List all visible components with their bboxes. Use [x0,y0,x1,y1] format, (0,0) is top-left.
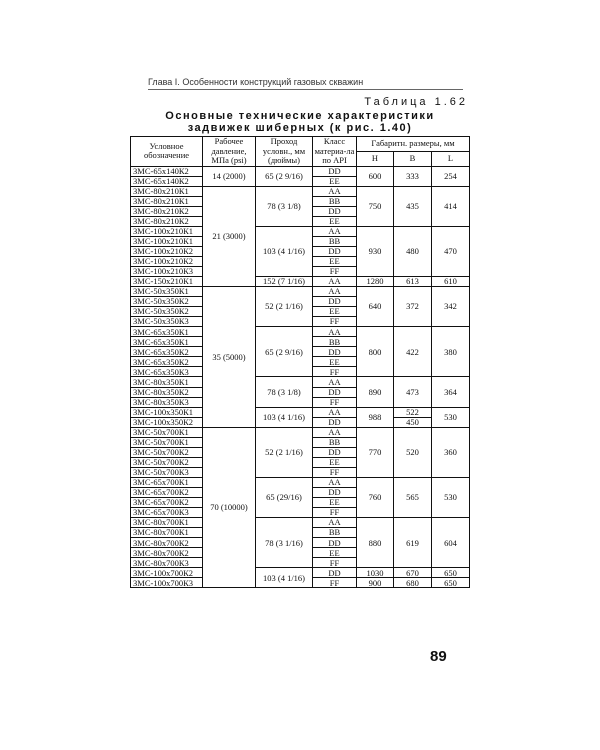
designation-cell: ЗМС-65х350К2 [131,347,203,357]
table-number: Таблица 1.62 [364,96,468,108]
designation-cell: ЗМС-65х350К1 [131,337,203,347]
designation-cell: ЗМС-100х210К2 [131,246,203,256]
dim-b-cell: 435 [394,186,432,226]
col-header-bore: Проход условн., мм (дюймы) [256,137,313,167]
dim-l-cell: 610 [432,277,470,287]
pressure-cell: 35 (5000) [203,287,256,428]
designation-cell: ЗМС-50х700К3 [131,467,203,477]
designation-cell: ЗМС-100х700К2 [131,568,203,578]
bore-cell: 65 (29/16) [256,477,313,517]
class-cell: EE [313,498,357,508]
class-cell: FF [313,467,357,477]
dim-b-cell: 422 [394,327,432,377]
class-cell: EE [313,216,357,226]
class-cell: AA [313,407,357,417]
designation-cell: ЗМС-65х700К2 [131,498,203,508]
designation-cell: ЗМС-80х210К2 [131,206,203,216]
dim-b-cell: 613 [394,277,432,287]
bore-cell: 103 (4 1/16) [256,407,313,427]
class-cell: EE [313,548,357,558]
dim-h-cell: 1280 [357,277,394,287]
pressure-cell: 21 (3000) [203,186,256,286]
col-header-designation: Условное обозначение [131,137,203,167]
class-cell: EE [313,357,357,367]
designation-cell: ЗМС-50х350К2 [131,297,203,307]
dim-b-cell: 619 [394,518,432,568]
table-row [131,407,470,417]
class-cell: AA [313,226,357,236]
designation-cell: ЗМС-65х140К2 [131,176,203,186]
designation-cell: ЗМС-50х700К1 [131,437,203,447]
designation-cell: ЗМС-65х140К2 [131,166,203,176]
class-cell: FF [313,508,357,518]
pressure-cell: 70 (10000) [203,427,256,588]
dim-b-cell: 565 [394,477,432,517]
class-cell: BB [313,528,357,538]
designation-cell: ЗМС-100х210К1 [131,236,203,246]
designation-cell: ЗМС-80х700К1 [131,528,203,538]
dim-h-cell: 750 [357,186,394,226]
dim-l-cell: 364 [432,377,470,407]
designation-cell: ЗМС-50х350К2 [131,307,203,317]
dim-b-cell: 680 [394,578,432,588]
bore-cell: 52 (2 1/16) [256,427,313,477]
col-header-material-class: Класс материа-ла по API [313,137,357,167]
dim-h-cell: 880 [357,518,394,568]
designation-cell: ЗМС-80х700К3 [131,558,203,568]
dim-h-cell: 900 [357,578,394,588]
designation-cell: ЗМС-100х700К3 [131,578,203,588]
designation-cell: ЗМС-50х700К2 [131,447,203,457]
class-cell: AA [313,327,357,337]
designation-cell: ЗМС-80х350К2 [131,387,203,397]
designation-cell: ЗМС-100х350К1 [131,407,203,417]
class-cell: DD [313,246,357,256]
designation-cell: ЗМС-50х700К2 [131,457,203,467]
valve-specs-table [130,136,470,588]
col-header-dimensions: Габаритн. размеры, мм [357,137,470,152]
dim-l-cell: 604 [432,518,470,568]
page-number: 89 [430,648,447,665]
class-cell: AA [313,287,357,297]
designation-cell: ЗМС-80х700К2 [131,538,203,548]
dim-l-cell: 254 [432,166,470,186]
designation-cell: ЗМС-100х210К3 [131,266,203,276]
dim-l-cell: 470 [432,226,470,276]
class-cell: BB [313,236,357,246]
table-title-line1: Основные технические характеристики [165,110,435,122]
designation-cell: ЗМС-80х210К1 [131,186,203,196]
designation-cell: ЗМС-100х210К1 [131,226,203,236]
table-title-line2: задвижек шиберных (к рис. 1.40) [187,122,413,134]
bore-cell: 103 (4 1/16) [256,568,313,588]
class-cell: AA [313,477,357,487]
designation-cell: ЗМС-50х350К1 [131,287,203,297]
table-row [131,287,470,297]
dim-h-cell: 988 [357,407,394,427]
designation-cell: ЗМС-80х700К2 [131,548,203,558]
designation-cell: ЗМС-65х350К3 [131,367,203,377]
dim-l-cell: 650 [432,568,470,578]
dim-h-cell: 890 [357,377,394,407]
bore-cell: 78 (3 1/16) [256,518,313,568]
class-cell: BB [313,437,357,447]
pressure-cell: 14 (2000) [203,166,256,186]
running-header: Глава I. Особенности конструкций газовых скважин [148,77,463,90]
class-cell: DD [313,206,357,216]
designation-cell: ЗМС-80х210К1 [131,196,203,206]
class-cell: AA [313,186,357,196]
designation-cell: ЗМС-150х210К1 [131,277,203,287]
class-cell: AA [313,518,357,528]
class-cell: DD [313,568,357,578]
class-cell: BB [313,337,357,347]
designation-cell: ЗМС-80х350К1 [131,377,203,387]
table-row [131,327,470,337]
designation-cell: ЗМС-80х350К3 [131,397,203,407]
col-header-h: H [357,151,394,166]
class-cell: FF [313,317,357,327]
table-row [131,477,470,487]
bore-cell: 78 (3 1/8) [256,186,313,226]
dim-l-cell: 342 [432,287,470,327]
class-cell: DD [313,538,357,548]
designation-cell: ЗМС-50х700К1 [131,427,203,437]
bore-cell: 65 (2 9/16) [256,166,313,186]
dim-b-cell: 670 [394,568,432,578]
table-row [131,427,470,437]
table-row [131,377,470,387]
bore-cell: 78 (3 1/8) [256,377,313,407]
class-cell: EE [313,457,357,467]
dim-b-cell: 520 [394,427,432,477]
dim-l-cell: 530 [432,477,470,517]
dim-b-cell: 480 [394,226,432,276]
bore-cell: 152 (7 1/16) [256,277,313,287]
dim-b-cell: 450 [394,417,432,427]
table-row [131,277,470,287]
dim-h-cell: 600 [357,166,394,186]
designation-cell: ЗМС-100х210К2 [131,256,203,266]
class-cell: FF [313,266,357,276]
class-cell: FF [313,578,357,588]
class-cell: DD [313,447,357,457]
designation-cell: ЗМС-80х210К2 [131,216,203,226]
dim-h-cell: 930 [357,226,394,276]
designation-cell: ЗМС-65х700К3 [131,508,203,518]
dim-l-cell: 380 [432,327,470,377]
col-header-b: B [394,151,432,166]
table-row [131,568,470,578]
table-row [131,226,470,236]
class-cell: DD [313,166,357,176]
table-row [131,186,470,196]
designation-cell: ЗМС-100х350К2 [131,417,203,427]
designation-cell: ЗМС-65х700К1 [131,477,203,487]
class-cell: EE [313,256,357,266]
dim-l-cell: 360 [432,427,470,477]
class-cell: FF [313,558,357,568]
col-header-pressure: Рабочее давление, МПа (psi) [203,137,256,167]
class-cell: EE [313,307,357,317]
class-cell: DD [313,347,357,357]
col-header-l: L [432,151,470,166]
class-cell: AA [313,427,357,437]
dim-l-cell: 414 [432,186,470,226]
designation-cell: ЗМС-65х350К2 [131,357,203,367]
designation-cell: ЗМС-50х350К3 [131,317,203,327]
table-row [131,518,470,528]
class-cell: FF [313,367,357,377]
class-cell: BB [313,196,357,206]
dim-b-cell: 333 [394,166,432,186]
dim-h-cell: 800 [357,327,394,377]
class-cell: AA [313,377,357,387]
designation-cell: ЗМС-65х700К2 [131,488,203,498]
table-row [131,166,470,176]
class-cell: DD [313,297,357,307]
dim-h-cell: 770 [357,427,394,477]
dim-l-cell: 650 [432,578,470,588]
class-cell: FF [313,397,357,407]
class-cell: DD [313,387,357,397]
bore-cell: 52 (2 1/16) [256,287,313,327]
designation-cell: ЗМС-65х350К1 [131,327,203,337]
class-cell: DD [313,417,357,427]
bore-cell: 103 (4 1/16) [256,226,313,276]
dim-h-cell: 1030 [357,568,394,578]
dim-b-cell: 473 [394,377,432,407]
dim-b-cell: 372 [394,287,432,327]
class-cell: DD [313,488,357,498]
class-cell: EE [313,176,357,186]
class-cell: AA [313,277,357,287]
designation-cell: ЗМС-80х700К1 [131,518,203,528]
dim-b-cell: 522 [394,407,432,417]
dim-h-cell: 760 [357,477,394,517]
bore-cell: 65 (2 9/16) [256,327,313,377]
dim-h-cell: 640 [357,287,394,327]
dim-l-cell: 530 [432,407,470,427]
